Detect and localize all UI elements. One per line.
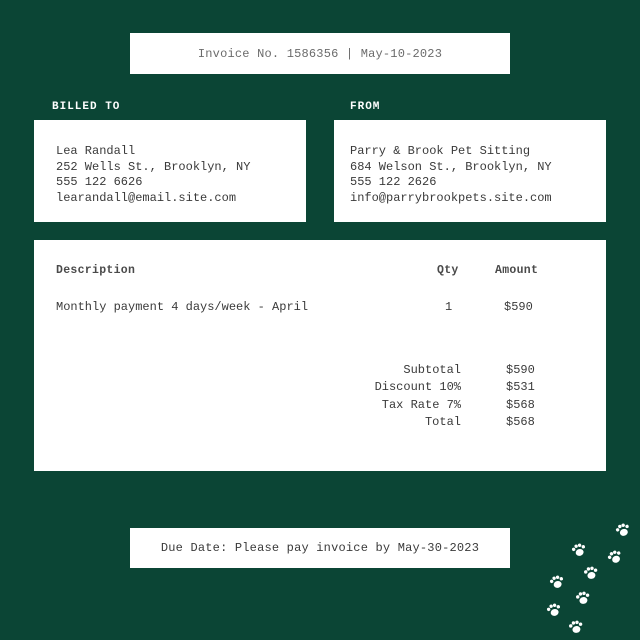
from-address: 684 Welson St., Brooklyn, NY xyxy=(350,159,552,174)
column-header-amount: Amount xyxy=(495,264,539,277)
invoice-items-card xyxy=(34,240,606,471)
discount-value: $531 xyxy=(506,380,535,394)
subtotal-value: $590 xyxy=(506,363,535,377)
column-header-description: Description xyxy=(56,264,136,277)
paw-print-icon xyxy=(567,619,585,636)
from-label: FROM xyxy=(350,101,381,113)
billed-to-name: Lea Randall xyxy=(56,144,136,158)
from-phone: 555 122 2626 xyxy=(350,175,437,189)
column-header-qty: Qty xyxy=(437,264,459,277)
invoice-header xyxy=(130,33,510,74)
item-description: Monthly payment 4 days/week - April xyxy=(56,300,309,314)
paw-print-icon xyxy=(605,547,625,566)
paw-print-icon xyxy=(547,573,566,591)
paw-print-icon xyxy=(582,565,600,582)
from-card xyxy=(334,120,606,222)
due-date-card xyxy=(130,528,510,568)
due-date-text: Due Date: Please pay invoice by May-30-2023 xyxy=(160,541,480,555)
total-value: $568 xyxy=(506,415,535,429)
billed-to-phone: 555 122 6626 xyxy=(56,175,143,189)
paw-print-icon xyxy=(613,521,633,540)
paw-print-icon xyxy=(574,590,592,607)
paw-print-icon xyxy=(544,601,563,619)
billed-to-card xyxy=(34,120,306,222)
tax-rate-label: Tax Rate 7% xyxy=(381,398,461,412)
item-qty: 1 xyxy=(445,300,453,314)
from-name: Parry & Brook Pet Sitting xyxy=(350,144,531,158)
discount-label: Discount 10% xyxy=(374,380,461,394)
from-email: info@parrybrookpets.site.com xyxy=(350,190,552,205)
billed-to-label: BILLED TO xyxy=(52,101,121,113)
invoice-number-date: Invoice No. 1586356 | May-10-2023 xyxy=(197,46,443,61)
tax-rate-value: $568 xyxy=(506,398,535,412)
billed-to-email: learandall@email.site.com xyxy=(56,190,237,205)
subtotal-label: Subtotal xyxy=(403,363,461,377)
total-label: Total xyxy=(424,415,461,429)
item-amount: $590 xyxy=(504,300,533,314)
billed-to-address: 252 Wells St., Brooklyn, NY xyxy=(56,159,251,174)
paw-print-icon xyxy=(569,541,588,559)
